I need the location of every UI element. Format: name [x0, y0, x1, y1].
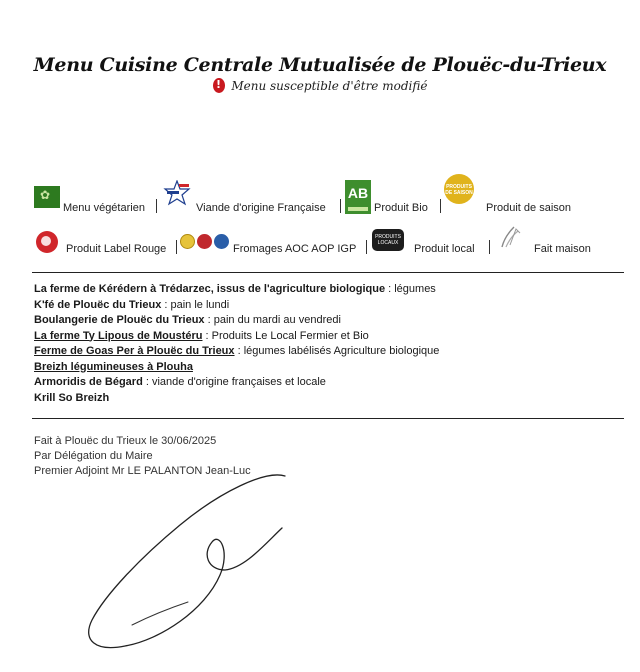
legend-divider — [156, 199, 157, 213]
french-meat-icon — [162, 180, 192, 206]
producer-line: Armoridis de Bégard : viande d'origine françaises et locale — [34, 376, 326, 388]
warning-icon — [213, 78, 225, 93]
legend-item-local — [372, 217, 475, 257]
producer-name: Ferme de Goas Per à Plouëc du Trieux — [34, 345, 235, 357]
legend-label: Menu végétarien — [63, 202, 145, 214]
legend-item-cheese — [180, 217, 356, 257]
footer-delegation-line: Par Délégation du Maire — [34, 450, 153, 462]
legend-divider — [176, 240, 177, 254]
producer-line: Boulangerie de Plouëc du Trieux : pain du mardi au vendredi — [34, 314, 341, 326]
legend-item-homemade — [496, 217, 591, 257]
subtitle-text: Menu susceptible d'être modifié — [231, 79, 428, 93]
divider-bottom — [32, 418, 624, 419]
aoc-aop-igp-icon — [180, 234, 229, 249]
producer-line: La ferme de Kérédern à Trédarzec, issus de l'agriculture biologique : légumes — [34, 283, 436, 295]
producer-description: légumes — [394, 283, 436, 295]
legend-label: Fromages AOC AOP IGP — [233, 243, 357, 255]
homemade-icon — [496, 223, 524, 249]
legend-item-organic — [345, 176, 428, 216]
legend-label: Produit de saison — [486, 202, 571, 214]
divider-top — [32, 272, 624, 273]
legend-label: Produit Bio — [374, 202, 428, 214]
producer-description: viande d'origine françaises et locale — [151, 376, 326, 388]
producer-description: Produits Le Local Fermier et Bio — [211, 329, 369, 342]
local-product-icon: PRODUITS LOCAUX — [372, 229, 404, 251]
producer-line: La ferme Ty Lipous de Moustéru : Produits Le Local Fermier et Bio — [34, 329, 369, 342]
footer-signatory-line: Premier Adjoint Mr LE PALANTON Jean-Luc — [34, 465, 251, 477]
ab-organic-icon: AB — [345, 180, 371, 214]
legend-item-label-rouge — [36, 217, 166, 257]
legend-label: Fait maison — [534, 243, 591, 255]
legend-divider — [366, 240, 367, 254]
page-subtitle — [0, 78, 640, 93]
label-rouge-icon — [36, 231, 58, 253]
vegetarian-icon — [34, 186, 60, 208]
legend-item-seasonal — [444, 176, 571, 216]
legend-row-2 — [32, 217, 624, 257]
legend-item-french-meat — [162, 176, 326, 216]
producer-line — [34, 391, 624, 407]
producer-line: Ferme de Goas Per à Plouëc du Trieux : légumes labélisés Agriculture biologique — [34, 345, 440, 357]
producer-name: K'fé de Plouëc du Trieux — [34, 298, 162, 311]
producer-name: Krill So Breizh — [34, 391, 110, 404]
legend-divider — [340, 199, 341, 213]
legend-label: Produit local — [414, 243, 475, 255]
producers-list — [34, 282, 624, 406]
legend-label: Viande d'origine Française — [196, 202, 326, 214]
producer-line: K'fé de Plouëc du Trieux : pain le lundi — [34, 298, 230, 311]
producer-name: La ferme de Kérédern à Trédarzec, issus de l'agriculture biologique — [34, 283, 386, 295]
producer-name: Armoridis de Bégard — [34, 376, 143, 388]
handwritten-signature — [70, 470, 330, 660]
producer-name: Breizh légumineuses à Plouha — [34, 360, 193, 373]
page-title: Menu Cuisine Centrale Mutualisée de Plouëc-du-Trieux — [33, 54, 607, 76]
footer-date-line: Fait à Plouëc du Trieux le 30/06/2025 — [34, 435, 217, 447]
legend-item-vegetarian — [34, 176, 145, 216]
legend-divider — [489, 240, 490, 254]
legend-label: Produit Label Rouge — [66, 243, 167, 255]
producer-line — [34, 360, 624, 376]
producer-description: pain du mardi au vendredi — [213, 314, 341, 326]
producer-description: pain le lundi — [170, 298, 230, 311]
producer-name: Boulangerie de Plouëc du Trieux — [34, 314, 205, 326]
producer-description: légumes labélisés Agriculture biologique — [243, 345, 440, 357]
seasonal-product-icon: PRODUITS DE SAISON — [444, 174, 474, 204]
legend-row-1 — [32, 176, 624, 216]
legend-divider — [440, 199, 441, 213]
producer-name: La ferme Ty Lipous de Moustéru — [34, 329, 203, 342]
